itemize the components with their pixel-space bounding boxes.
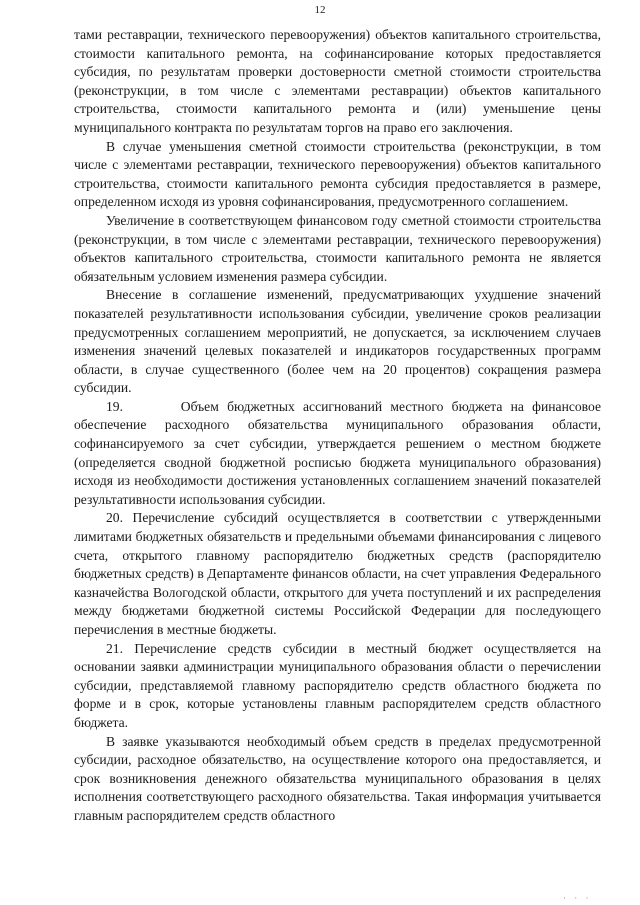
paragraph-continuation: тами реставрации, технического перевооружения) объектов капитального строительства, стоимости капитального ремонта, на софинансирование которых предоставляется субсидия, по результатам проверки достоверности сметной стоимости строительства (реконструкции, в том числе с элементами реставрации) объектов капитального строительства, стоимости капитального ремонта и (или) уменьшение цены муниципального контракта по результатам торгов на право его заключения. — [74, 27, 601, 135]
page-number: 12 — [314, 4, 326, 16]
document-body — [74, 26, 601, 826]
paragraph-application-details: В заявке указываются необходимый объем средств в пределах предусмотренной субсидии, расходное обязательство, на осуществление которого она предоставляется, и срок возникновения денежного обязательства муниципального образования в целях исполнения соответствующего расходного обязательства. Такая информация учитывается главным распорядителем средств областного — [74, 733, 601, 823]
scan-artifact: · · · — [563, 893, 592, 903]
paragraph-item-21: 21. Перечисление средств субсидии в местный бюджет осуществляется на основании заявки администрации муниципального образования области о перечислении субсидии, представляемой главному распорядителю средств областного бюджета по форме и в срок, которые установлены главным распорядителем средств областного бюджета. — [74, 640, 601, 730]
paragraph-estimate-increase: Увеличение в соответствующем финансовом году сметной стоимости строительства (реконструкции, в том числе с элементами реставрации, технического перевооружения) объектов капитального строительства, стоимости капитального ремонта не является обязательным условием изменения размера субсидии. — [74, 212, 601, 284]
paragraph-item-20: 20. Перечисление субсидий осуществляется в соответствии с утвержденными лимитами бюджетных обязательств и предельными объемами финансирования с лицевого счета, открытого главному распорядителю бюджетных средств (распорядителю бюджетных средств) в Департаменте финансов области, на счет управления Федерального казначейства Вологодской области, открытого для учета поступлений и их распределения между бюджетами бюджетной системы Российской Федерации для последующего перечисления в местные бюджеты. — [74, 510, 601, 637]
paragraph-agreement-changes: Внесение в соглашение изменений, предусматривающих ухудшение значений показателей результативности использования субсидии, увеличение сроков реализации предусмотренных соглашением мероприятий, не допускается, за исключением случаев изменения значений целевых показателей и индикаторов государственных программ области, в случае существенного (более чем на 20 процентов) сокращения размера субсидии. — [74, 287, 601, 396]
paragraph-item-19: 19. Объем бюджетных ассигнований местного бюджета на финансовое обеспечение расходного обязательства муниципального образования области, софинансируемого за счет субсидии, утверждается решением о местном бюджете (определяется сводной бюджетной росписью бюджета муниципального образования) исходя из необходимости достижения установленных соглашением значений показателей результативности использования субсидии. — [74, 398, 601, 507]
paragraph-estimate-reduction: В случае уменьшения сметной стоимости строительства (реконструкции, в том числе с элементами реставрации, технического перевооружения) объектов капитального строительства, стоимости капитального ремонта субсидия предоставляется в размере, определенном исходя из уровня софинансирования, предусмотренного соглашением. — [74, 138, 601, 210]
